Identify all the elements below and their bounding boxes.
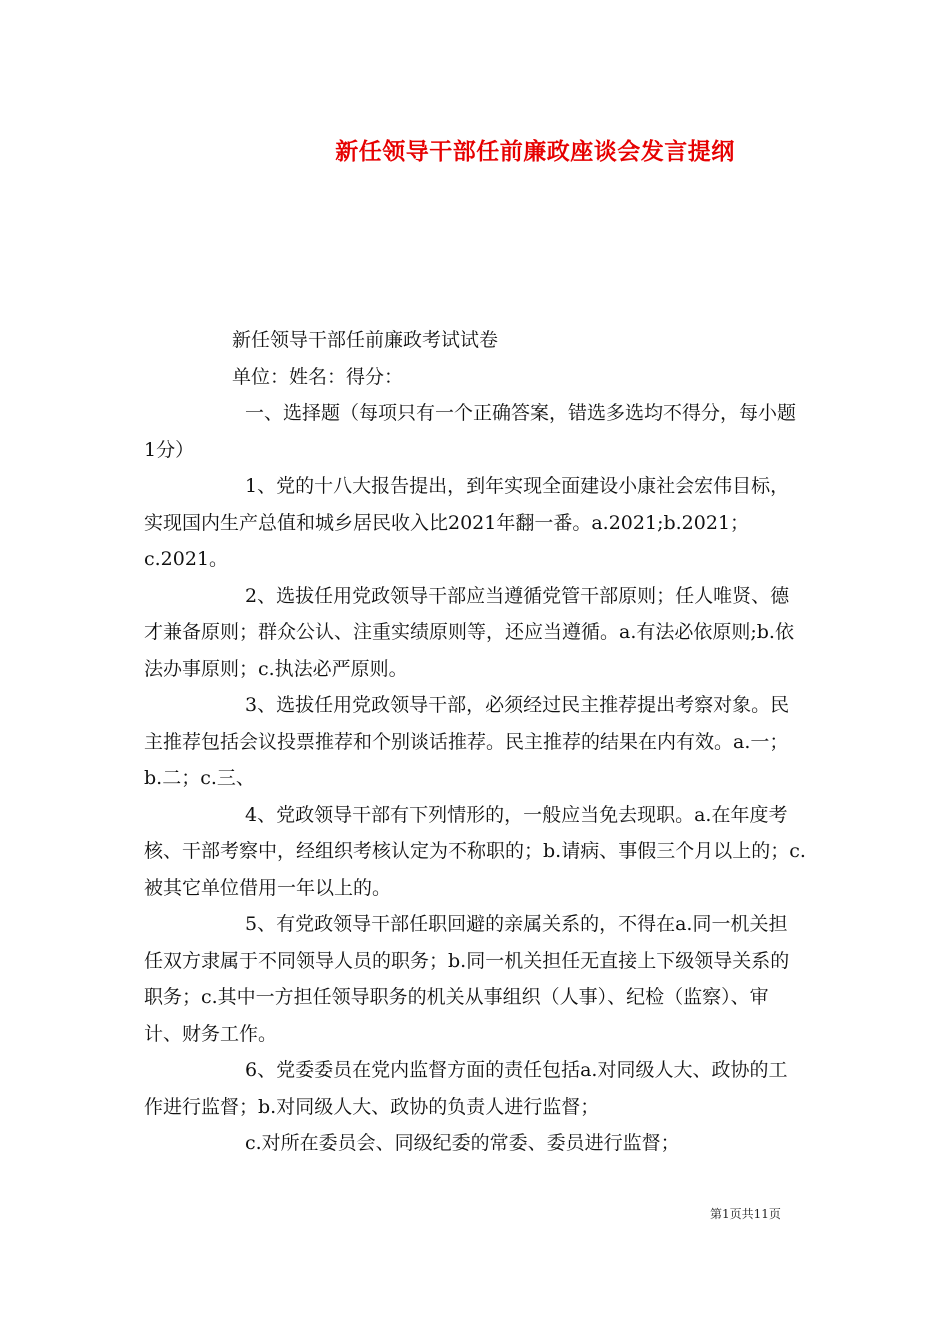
info-line: 单位：姓名：得分： xyxy=(232,365,404,388)
question-1: 1、党的十八大报告提出，到年实现全面建设小康社会宏伟目标，实现国内生产总值和城乡居民收入比2021年翻一番。a.2021;b.2021；c.2021。 xyxy=(144,475,790,570)
question-2: 2、选拔任用党政领导干部应当遵循党管干部原则；任人唯贤、德才兼备原则；群众公认、注重实绩原则等，还应当遵循。a.有法必依原则;b.依法办事原则；c.执法必严原则。 xyxy=(144,584,794,680)
question-3: 3、选拔任用党政领导干部，必须经过民主推荐提出考察对象。民主推荐包括会议投票推荐和个别谈话推荐。民主推荐的结果在内有效。a.一；b.二；c.三、 xyxy=(144,694,790,789)
question-5: 5、有党政领导干部任职回避的亲属关系的，不得在a.同一机关担任双方隶属于不同领导人员的职务；b.同一机关担任无直接上下级领导关系的职务；c.其中一方担任领导职务的机关从事组织（人事）、纪检（监察）、审计、财务工作。 xyxy=(144,913,790,1045)
document-title: 新任领导干部任前廉政座谈会发言提纲 xyxy=(335,138,735,165)
question-6-continuation: c.对所在委员会、同级纪委的常委、委员进行监督； xyxy=(245,1132,680,1154)
page-number: 第1页共11页 xyxy=(710,1207,781,1221)
section-heading: 一、选择题（每项只有一个正确答案，错选多选均不得分，每小题1分） xyxy=(144,402,797,461)
question-4: 4、党政领导干部有下列情形的，一般应当免去现职。a.在年度考核、干部考察中，经组织考核认定为不称职的；b.请病、事假三个月以上的；c.被其它单位借用一年以上的。 xyxy=(144,803,806,899)
document-body xyxy=(144,322,806,1162)
question-6: 6、党委委员在党内监督方面的责任包括a.对同级人大、政协的工作进行监督；b.对同级人大、政协的负责人进行监督； xyxy=(144,1059,788,1118)
exam-title: 新任领导干部任前廉政考试试卷 xyxy=(232,329,499,351)
